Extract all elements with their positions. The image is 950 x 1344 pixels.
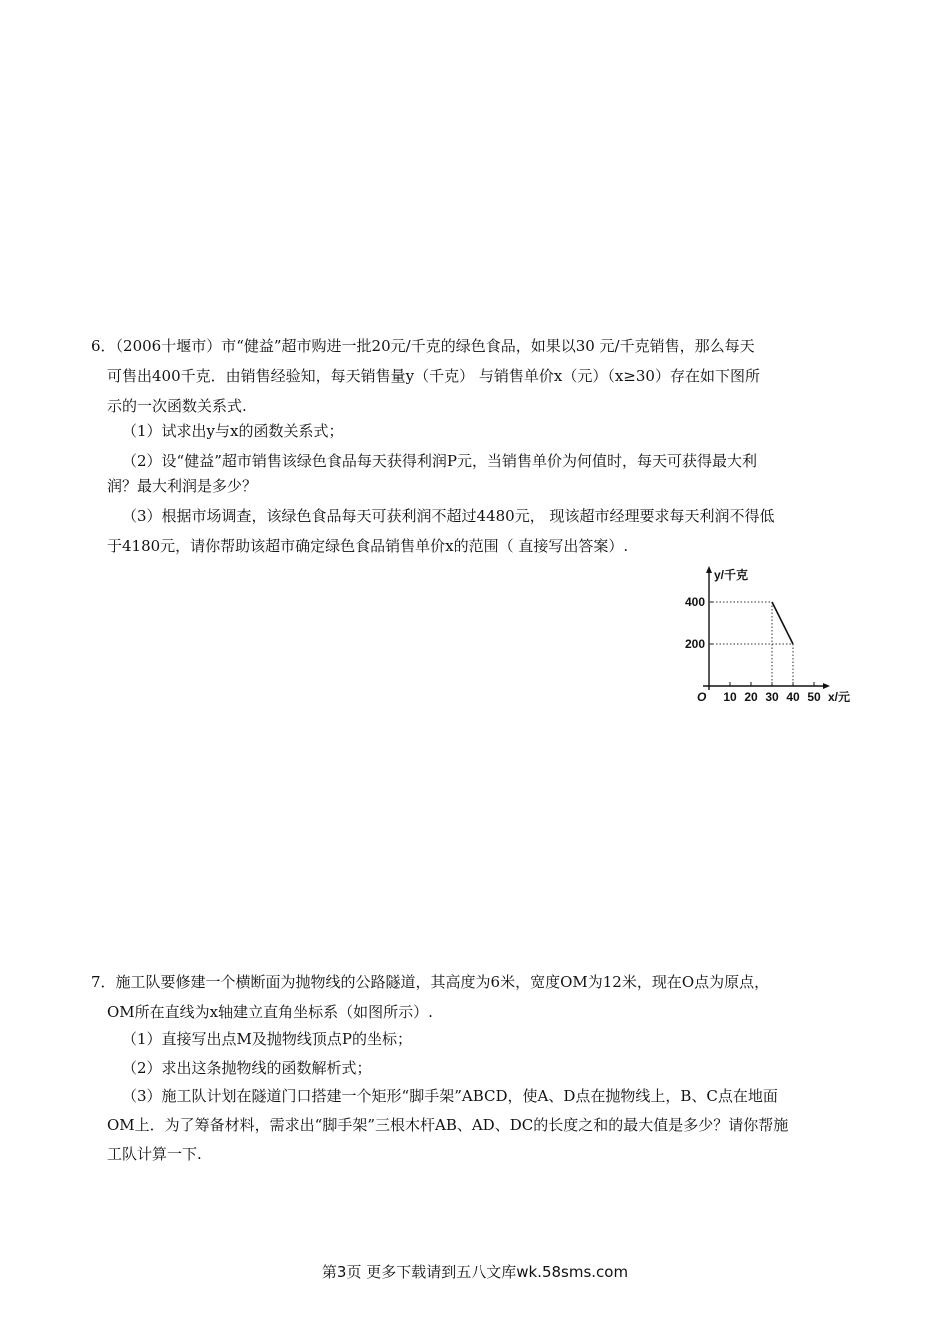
graph-guides — [709, 602, 793, 686]
q6-line-1: 6．（2006十堰市）市“健益”超市购进一批20元/千克的绿色食品，如果以30 元/千克销售，那么每天 — [91, 337, 755, 355]
q6-line-3: 示的一次函数关系式. — [107, 397, 247, 415]
q6-line-2: 可售出400千克．由销售经验知，每天销售量y（千克） 与销售单价x（元）（x≥30）存在如下图所 — [107, 367, 760, 385]
graph-labels — [685, 567, 850, 702]
q7-line-2: OM所在直线为x轴建立直角坐标系（如图所示）. — [107, 1003, 433, 1021]
q7-line-7: 工队计算一下. — [107, 1145, 202, 1163]
x-tick-label: 10 — [723, 690, 737, 702]
origin-label: O — [697, 690, 707, 702]
x-tick-label: 40 — [786, 690, 800, 702]
graph-series — [772, 602, 793, 644]
x-axis-label: x/元 — [828, 690, 851, 702]
x-axis-arrow — [823, 683, 830, 689]
y-axis-label: y/千克 — [714, 568, 749, 582]
y-tick-label: 400 — [684, 595, 705, 609]
x-tick-label: 50 — [807, 690, 821, 702]
series-line — [772, 602, 793, 644]
q6-line-4: （1）试求出y与x的函数关系式； — [122, 422, 344, 440]
y-tick-label: 200 — [684, 637, 705, 651]
q6-line-5: （2）设“健益”超市销售该绿色食品每天获得利润P元，当销售单价为何值时，每天可获得最大利 — [122, 452, 757, 470]
q7-line-1: 7．施工队要修建一个横断面为抛物线的公路隧道，其高度为6米，宽度OM为12米，现在O点为原点， — [91, 973, 770, 991]
page-footer: 第3页 更多下载请到五八文库wk.58sms.com — [321, 1263, 629, 1281]
x-tick-label: 30 — [765, 690, 779, 702]
q6-line-8: 于4180元，请你帮助该超市确定绿色食品销售单价x的范围（ 直接写出答案）. — [107, 537, 629, 555]
graph-axes — [703, 566, 830, 690]
q7-line-4: （2）求出这条抛物线的函数解析式； — [122, 1059, 372, 1077]
x-tick-label: 20 — [744, 690, 758, 702]
y-axis-arrow — [706, 566, 712, 573]
q7-line-5: （3）施工队计划在隧道门口搭建一个矩形“脚手架”ABCD，使A、D点在抛物线上，B、C点在地面 — [122, 1087, 778, 1105]
q6-line-6: 润？最大利润是多少？ — [107, 477, 258, 495]
sales-volume-graph — [676, 560, 866, 702]
q6-line-7: （3）根据市场调查，该绿色食品每天可获利润不超过4480元， 现该超市经理要求每天利润不得低 — [122, 507, 775, 525]
q7-line-6: OM上．为了筹备材料，需求出“脚手架”三根木杆AB、AD、DC的长度之和的最大值是多少？请你帮施 — [107, 1116, 789, 1134]
q7-line-3: （1）直接写出点M及抛物线顶点P的坐标； — [122, 1030, 412, 1048]
